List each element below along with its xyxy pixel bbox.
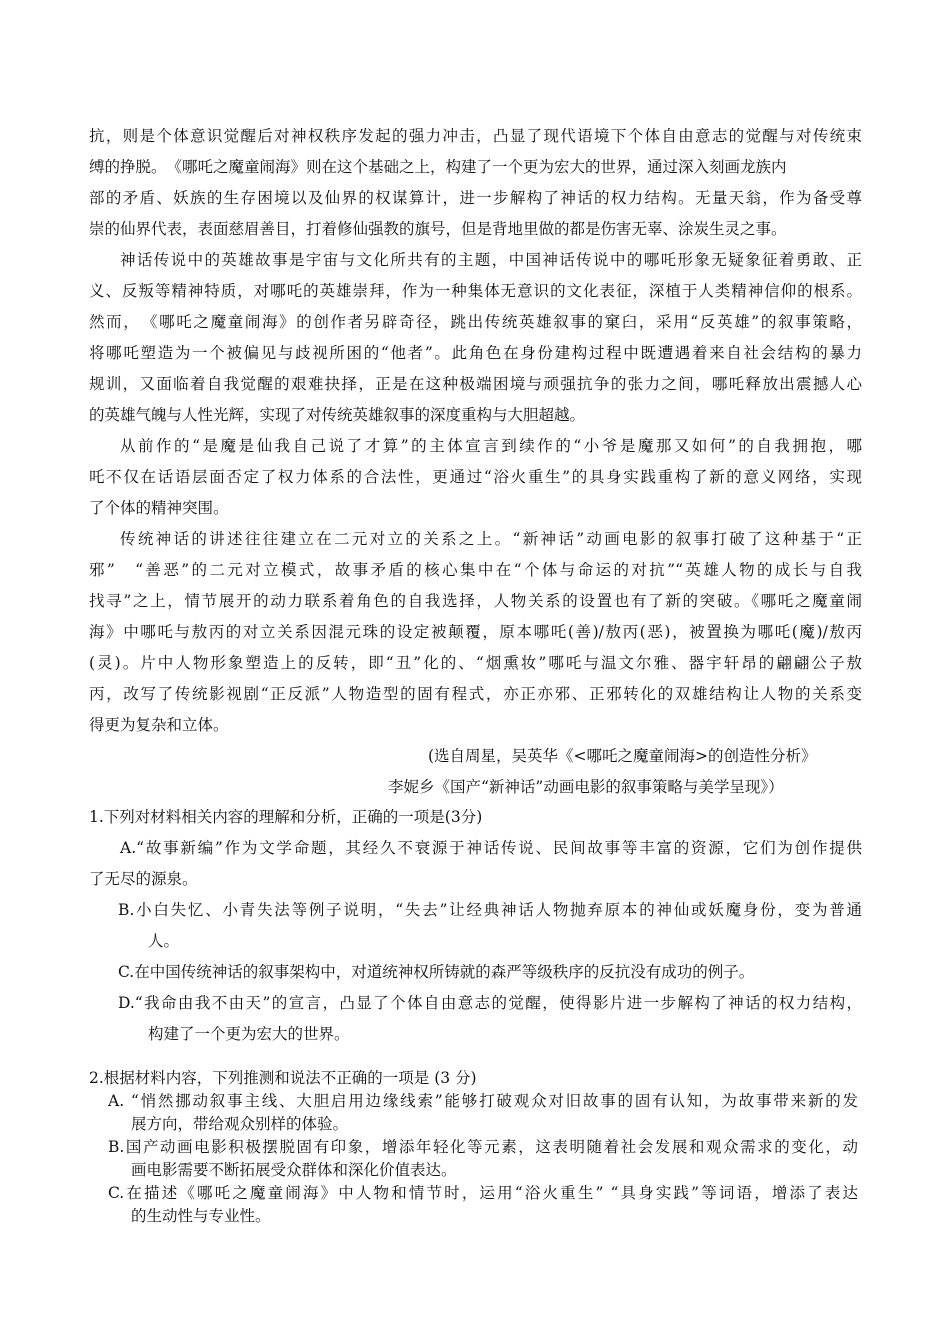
question-2-stem: 2.根据材料内容，下列推测和说法不正确的一项是 (3 分) xyxy=(89,1069,477,1087)
paragraph-line: 义、反叛等精神特质，对哪吒的英雄崇拜，作为一种集体无意识的文化表征，深植于人类精神信仰的根系。 xyxy=(89,282,862,300)
paragraph-line: 丙，改写了传统影视剧“正反派”人物造型的固有程式，亦正亦邪、正邪转化的双雄结构让人物的关系变 xyxy=(89,685,862,703)
paragraph-line: 部的矛盾、妖族的生存困境以及仙界的权谋算计，进一步解构了神话的权力结构。无量天翁，作为备受尊 xyxy=(89,189,862,207)
paragraph-line: 将哪吒塑造为一个被偏见与歧视所困的“他者”。此角色在身份建构过程中既遭遇着来自社会结构的暴力 xyxy=(89,344,862,362)
paragraph-line: 规训，又面临着自我觉醒的艰难抉择，正是在这种极端困境与顽强抗争的张力之间，哪吒释放出震撼人心 xyxy=(89,375,862,393)
question-1-option-a: 了无尽的源泉。 xyxy=(89,870,198,888)
question-1-option-b: B.小白失忆、小青失法等例子说明，“失去”让经典神话人物抛弃原本的神仙或妖魔身份，变为普通 xyxy=(118,901,862,919)
paragraph-line: 抗，则是个体意识觉醒后对神权秩序发起的强力冲击，凸显了现代语境下个体自由意志的觉醒与对传统束 xyxy=(89,127,862,145)
question-2-option-c: 的生动性与专业性。 xyxy=(131,1207,271,1225)
question-2-option-c: C.在描述《哪吒之魔童闹海》中人物和情节时，运用“浴火重生” “具身实践”等词语，增添了表达 xyxy=(108,1184,858,1202)
question-1-option-c: C.在中国传统神话的叙事架构中，对道统神权所铸就的森严等级秩序的反抗没有成功的例子。 xyxy=(118,963,755,981)
question-1-option-d: 构建了一个更为宏大的世界。 xyxy=(148,1025,350,1043)
paragraph-line: 找寻”之上，情节展开的动力联系着角色的自我选择，人物关系的设置也有了新的突破。《哪吒之魔童闹 xyxy=(89,592,862,610)
source-citation: (选自周星，吴英华《<哪吒之魔童闹海>的创造性分析》 xyxy=(428,747,817,765)
paragraph-line: (灵)。片中人物形象塑造上的反转，即“丑”化的、“烟熏妆”哪吒与温文尔雅、器宇轩昂的翩翩公子敖 xyxy=(89,654,862,672)
paragraph-line: 了个体的精神突围。 xyxy=(89,499,229,517)
paragraph-line: 的英雄气魄与人性光辉，实现了对传统英雄叙事的深度重构与大胆超越。 xyxy=(89,406,586,424)
question-2-option-b: 画电影需要不断拓展受众群体和深化价值表达。 xyxy=(131,1161,457,1179)
question-2-option-a: 展方向，带给观众别样的体验。 xyxy=(131,1115,349,1133)
paragraph-line: 然而， 《哪吒之魔童闹海》的创作者另辟奇径，跳出传统英雄叙事的窠臼，采用“反英雄”的叙事策略， xyxy=(89,313,862,331)
paragraph-line: 邪” “善恶”的二元对立模式，故事矛盾的核心集中在“个体与命运的对抗”“英雄人物的成长与自我 xyxy=(89,561,862,579)
paragraph-line: 海》中哪吒与敖丙的对立关系因混元珠的设定被颠覆，原本哪吒(善)/敖丙(恶)，被置换为哪吒(魔)/敖丙 xyxy=(89,623,862,641)
source-citation: 李妮乡《国产“新神话”动画电影的叙事策略与美学呈现》） xyxy=(388,778,784,796)
paragraph-line: 得更为复杂和立体。 xyxy=(89,716,229,734)
question-1-stem: 1.下列对材料相关内容的理解和分析，正确的一项是(3分) xyxy=(89,808,483,826)
paragraph-line: 神话传说中的英雄故事是宇宙与文化所共有的主题，中国神话传说中的哪吒形象无疑象征着勇敢、正 xyxy=(120,251,862,269)
question-2-option-a: A. “悄然挪动叙事主线、大胆启用边缘线索”能够打破观众对旧故事的固有认知，为故事带来新的发 xyxy=(108,1092,858,1110)
paragraph-line: 从前作的“是魔是仙我自己说了才算”的主体宣言到续作的“小爷是魔那又如何”的自我拥抱，哪 xyxy=(120,437,862,455)
question-1-option-d: D.“我命由我不由天”的宣言，凸显了个体自由意志的觉醒，使得影片进一步解构了神话的权力结构， xyxy=(118,994,862,1012)
question-2-option-b: B.国产动画电影积极摆脱固有印象，增添年轻化等元素，这表明随着社会发展和观众需求的变化，动 xyxy=(108,1138,858,1156)
question-1-option-b: 人。 xyxy=(148,932,180,950)
paragraph-line: 吒不仅在话语层面否定了权力体系的合法性，更通过“浴火重生”的具身实践重构了新的意义网络，实现 xyxy=(89,468,862,486)
paragraph-line: 崇的仙界代表，表面慈眉善目，打着修仙强教的旗号，但是背地里做的都是伤害无辜、涂炭生灵之事。 xyxy=(89,220,787,238)
question-1-option-a: A.“故事新编”作为文学命题，其经久不衰源于神话传说、民间故事等丰富的资源，它们为创作提供 xyxy=(120,839,862,857)
paragraph-line: 缚的挣脱。 《哪吒之魔童闹海》则在这个基础之上，构建了一个更为宏大的世界，通过深入刻画龙族内 xyxy=(89,158,787,176)
paragraph-line: 传统神话的讲述往往建立在二元对立的关系之上。“新神话”动画电影的叙事打破了这种基于“正 xyxy=(120,530,862,548)
